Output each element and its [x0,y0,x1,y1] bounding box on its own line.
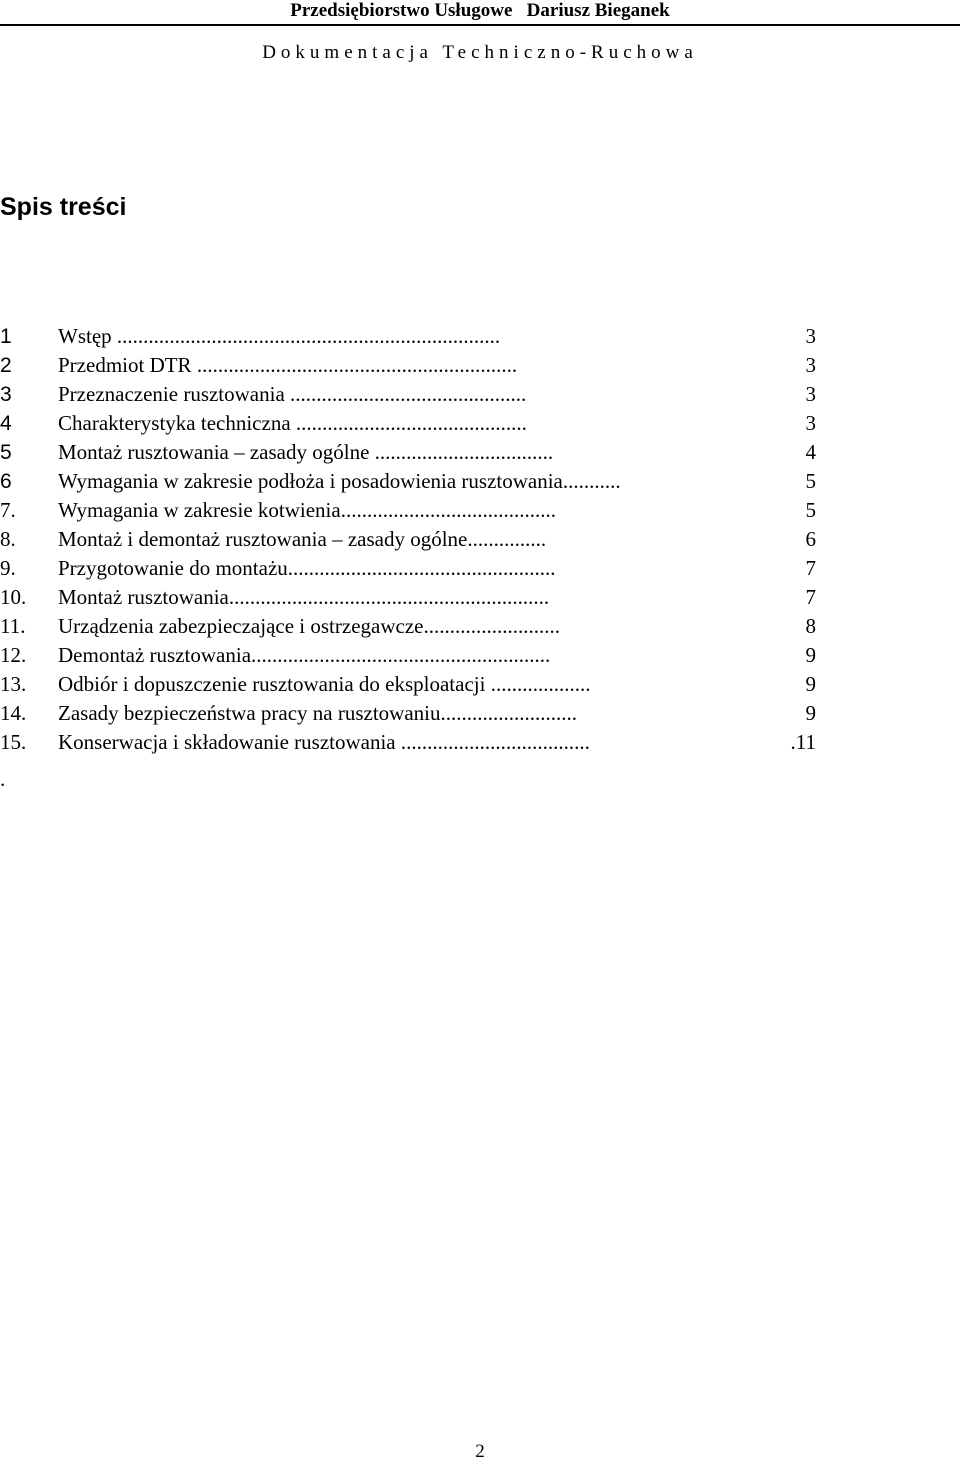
toc-entry-number: 14. [0,701,27,725]
toc-leader: ............................................. [290,382,527,406]
trailing-dot: . [0,767,6,791]
toc-entry-number: 7. [0,498,16,522]
toc-entry[interactable] [0,496,820,525]
toc-entry-page: 4 [805,440,816,464]
toc-leader: ................... [490,672,591,696]
toc-leader: ............................................................. [196,353,518,377]
toc-entry-title: Urządzenia zabezpieczające i ostrzegawcze [58,614,424,638]
toc-entry-number: 2 [0,354,12,377]
toc-entry-text [58,525,778,554]
toc-leader: ............................................ [295,411,527,435]
toc-entry-text [58,438,778,467]
toc-entry-page: 3 [805,382,816,406]
toc-entry[interactable] [0,612,820,641]
toc-entry-title: Zasady bezpieczeństwa pracy na rusztowaniu [58,701,441,725]
toc-entry-text [58,728,778,757]
toc-entry-text [58,641,778,670]
toc-entry[interactable] [0,380,820,409]
toc-entry[interactable] [0,351,820,380]
company-name: Przedsiębiorstwo Usługowe Dariusz Bieganek [290,0,670,21]
toc-leader: .......................... [423,614,560,638]
toc-entry-number: 3 [0,383,12,406]
toc-entry-page: 7 [805,585,816,609]
toc-leader: .................................. [374,440,554,464]
toc-entry-page: 5 [805,469,816,493]
toc-entry[interactable] [0,583,820,612]
toc-leader: ................................................... [287,556,556,580]
document-subtitle: Dokumentacja Techniczno-Ruchowa [262,42,698,63]
toc-entry-number: 5 [0,441,12,464]
toc-entry-text [58,554,778,583]
toc-title: Spis treści [0,193,127,221]
toc-entry-title: Montaż rusztowania – zasady ogólne [58,440,370,464]
toc-entry-page: 5 [805,498,816,522]
toc-leader: .................................... [400,730,590,754]
toc-entry-title: Przygotowanie do montażu [58,556,288,580]
toc-entry-text [58,351,778,380]
toc-entry-page: .11 [790,730,816,754]
toc-entry-number: 13. [0,672,27,696]
toc-entry-number: 12. [0,643,27,667]
toc-leader: ............................................................. [228,585,550,609]
toc-entry-number: 8. [0,527,16,551]
toc-entry-title: Montaż rusztowania [58,585,229,609]
toc-entry[interactable] [0,438,820,467]
toc-entry-text [58,612,778,641]
toc-entry-page: 9 [805,701,816,725]
toc-entry-title: Montaż i demontaż rusztowania – zasady ogólne [58,527,468,551]
toc-entry[interactable] [0,699,820,728]
toc-entry-page: 9 [805,672,816,696]
toc-entry-text [58,322,778,351]
toc-entry-title: Charakterystyka techniczna [58,411,291,435]
toc-entry-title: Przedmiot DTR [58,353,192,377]
toc-entry[interactable] [0,467,820,496]
toc-entry-number: 4 [0,412,12,435]
toc-entry-title: Demontaż rusztowania [58,643,252,667]
toc-entry[interactable] [0,525,820,554]
toc-entry-number: 1 [0,325,12,348]
toc-entry-title: Konserwacja i składowanie rusztowania [58,730,396,754]
toc-entry-text [58,699,778,728]
table-of-contents [0,322,820,757]
toc-leader: ........... [562,469,621,493]
toc-entry[interactable] [0,322,820,351]
toc-entry-number: 11. [0,614,26,638]
toc-entry-title: Wstęp [58,324,112,348]
toc-entry-page: 9 [805,643,816,667]
toc-entry[interactable] [0,554,820,583]
toc-entry-text [58,583,778,612]
toc-entry-page: 3 [805,353,816,377]
toc-entry[interactable] [0,728,820,757]
toc-leader: ......................................... [340,498,556,522]
toc-entry-text [58,467,778,496]
toc-entry-title: Odbiór i dopuszczenie rusztowania do eksploatacji [58,672,486,696]
toc-entry-number: 6 [0,470,12,493]
toc-entry-page: 8 [805,614,816,638]
toc-entry-text [58,409,778,438]
toc-entry-page: 6 [805,527,816,551]
toc-entry-number: 15. [0,730,27,754]
toc-entry-title: Wymagania w zakresie kotwienia [58,498,341,522]
toc-leader: .......................... [440,701,577,725]
toc-leader: ......................................................... [251,643,551,667]
toc-entry-title: Przeznaczenie rusztowania [58,382,285,406]
header-rule [0,24,960,26]
toc-entry-page: 3 [805,324,816,348]
toc-entry-page: 3 [805,411,816,435]
page-number: 2 [475,1441,485,1462]
toc-entry[interactable] [0,409,820,438]
toc-entry[interactable] [0,641,820,670]
toc-entry-text [58,670,778,699]
toc-entry-title: Wymagania w zakresie podłoża i posadowienia rusztowania [58,469,563,493]
toc-leader: ......................................................................... [116,324,501,348]
toc-entry-page: 7 [805,556,816,580]
toc-entry-text [58,496,778,525]
toc-entry-number: 9. [0,556,16,580]
toc-entry-text [58,380,778,409]
toc-entry[interactable] [0,670,820,699]
toc-leader: ............... [467,527,547,551]
toc-entry-number: 10. [0,585,27,609]
